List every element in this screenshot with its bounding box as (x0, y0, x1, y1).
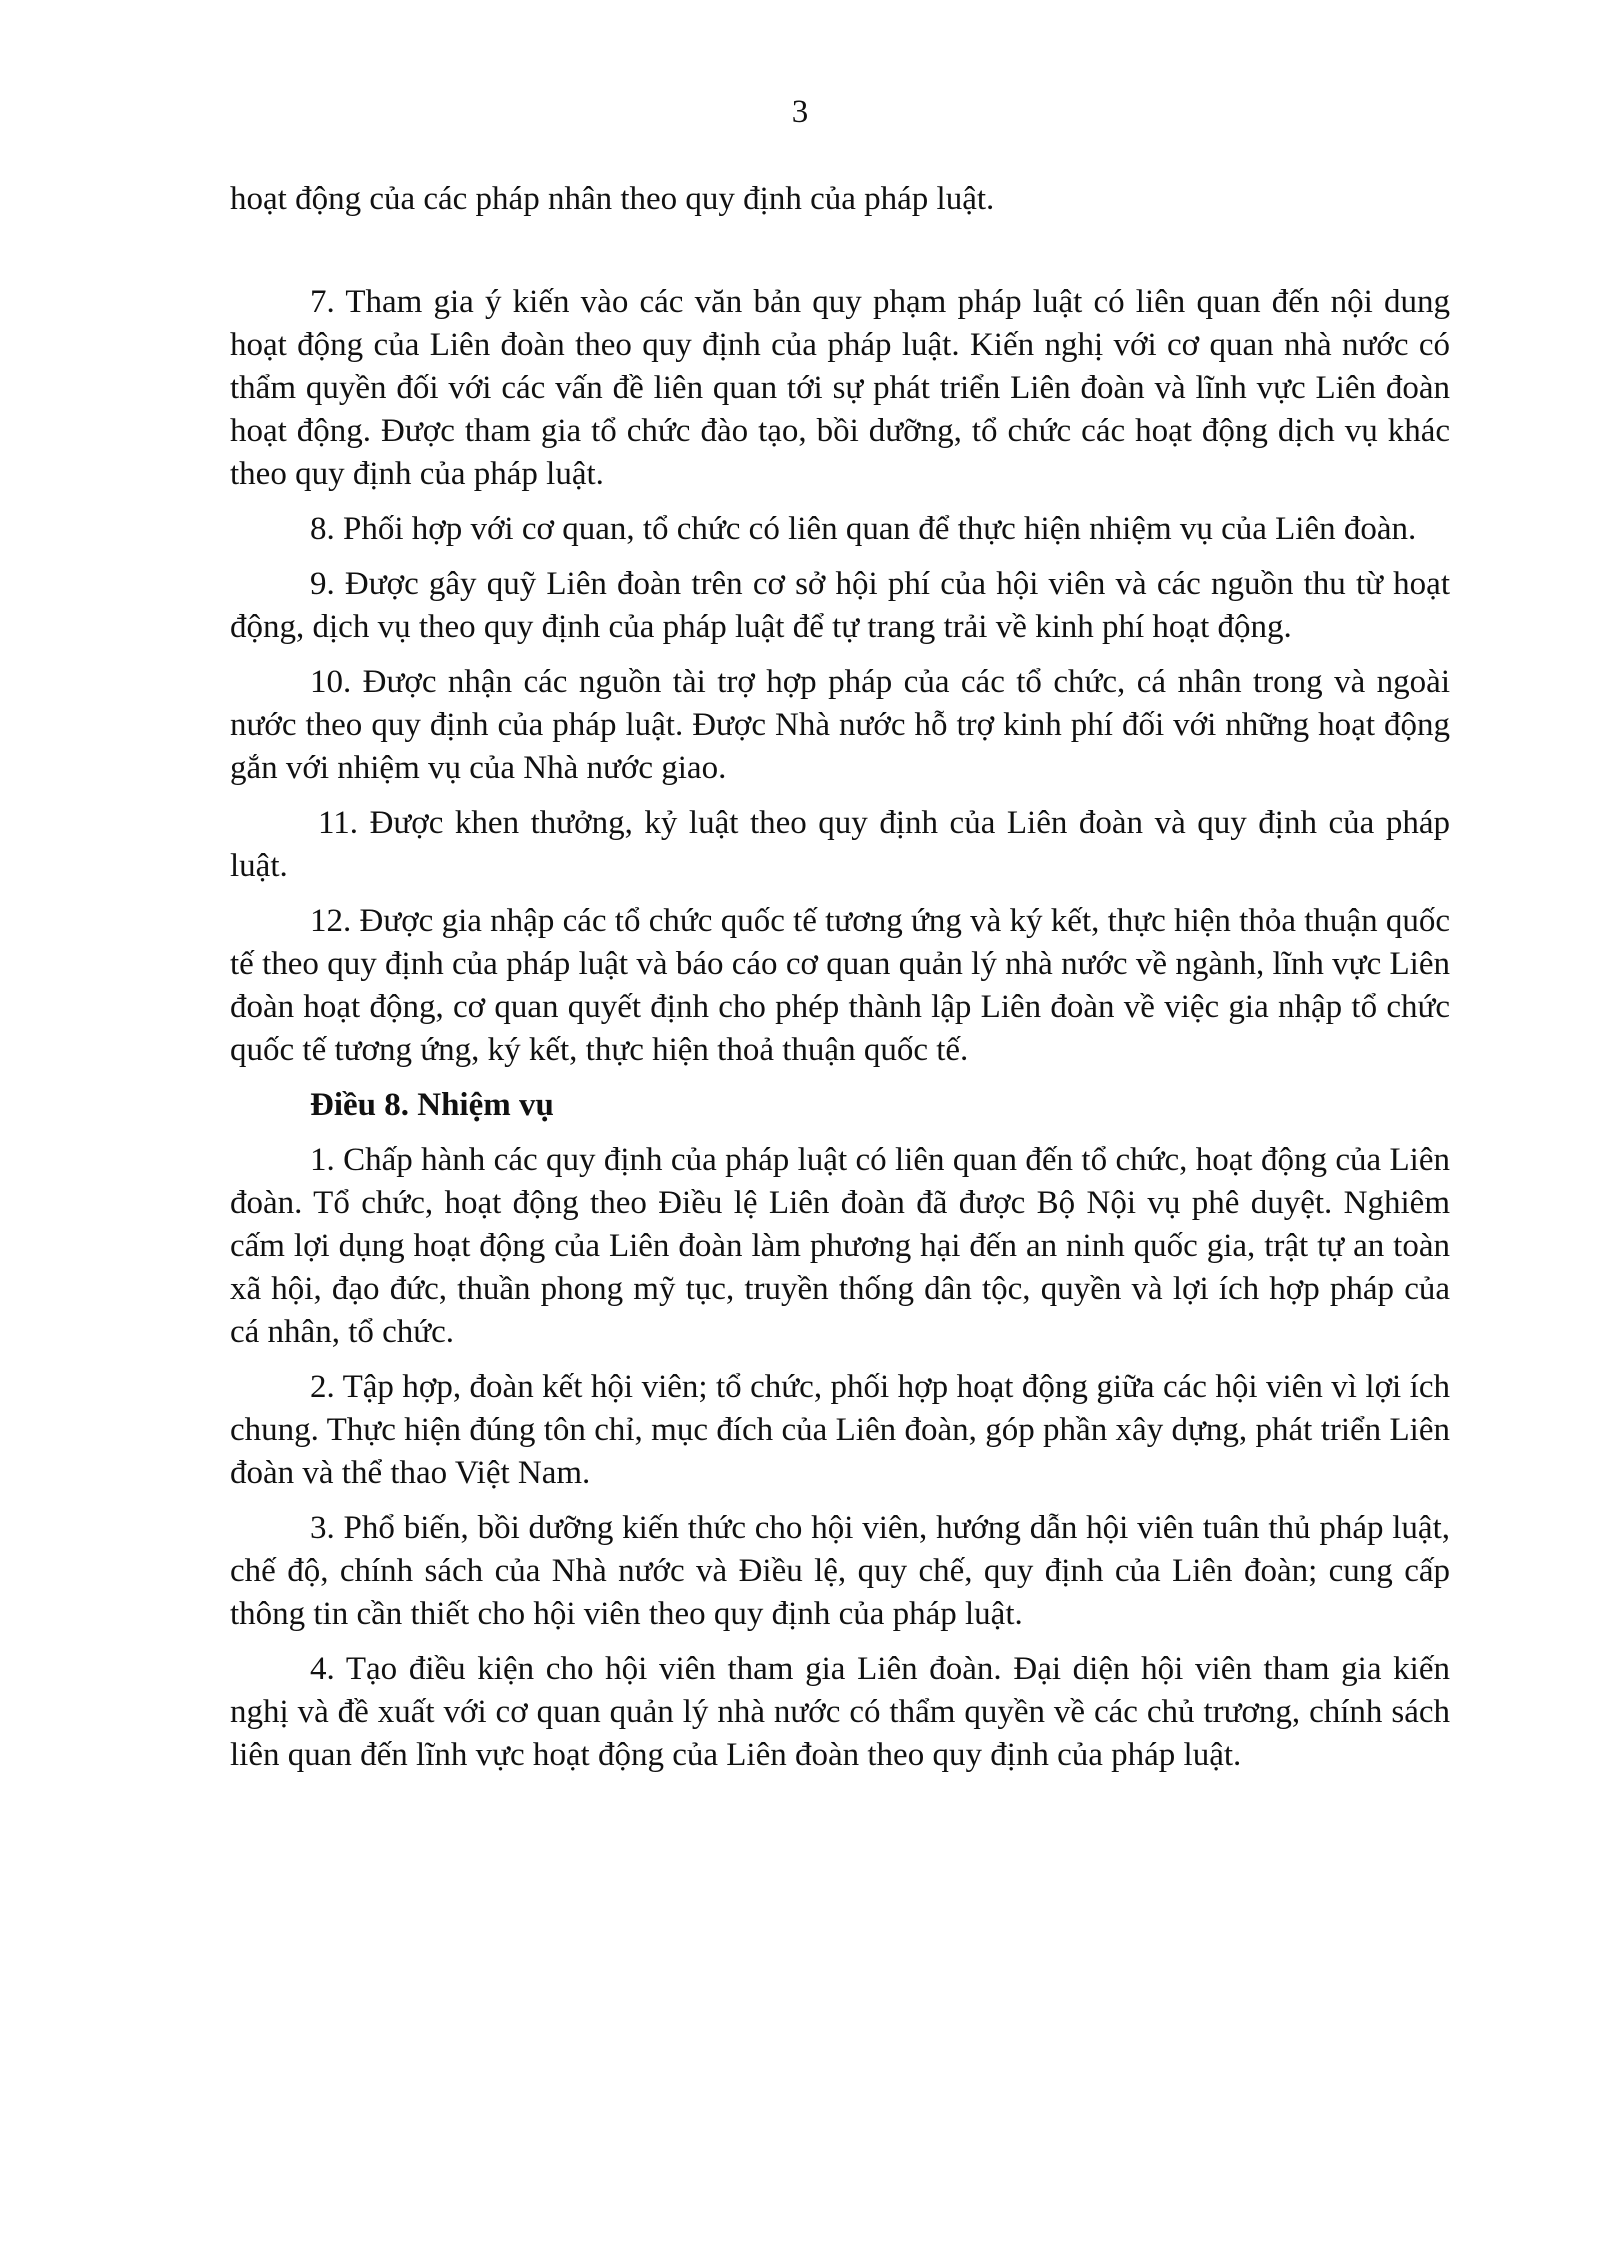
paragraph-duty-3: 3. Phổ biến, bồi dưỡng kiến thức cho hội viên, hướng dẫn hội viên tuân thủ pháp luật, chế độ, chính sách của Nhà nước và Điều lệ, quy chế, quy định của Liên đoàn; cung cấp thông tin cần thiết cho hội viên theo quy định của pháp luật. (230, 1510, 1450, 1632)
paragraph-right-12: 12. Được gia nhập các tổ chức quốc tế tương ứng và ký kết, thực hiện thỏa thuận quốc tế theo quy định của pháp luật và báo cáo cơ quan quản lý nhà nước về ngành, lĩnh vực Liên đoàn hoạt động, cơ quan quyết định cho phép thành lập Liên đoàn về việc gia nhập tổ chức quốc tế tương ứng, ký kết, thực hiện thoả thuận quốc tế. (230, 903, 1450, 1068)
page-number: 3 (791, 94, 809, 130)
paragraph-right-7: 7. Tham gia ý kiến vào các văn bản quy phạm pháp luật có liên quan đến nội dung hoạt động của Liên đoàn theo quy định của pháp luật. Kiến nghị với cơ quan nhà nước có thẩm quyền đối với các vấn đề liên quan tới sự phát triển Liên đoàn và lĩnh vực Liên đoàn hoạt động. Được tham gia tổ chức đào tạo, bồi dưỡng, tổ chức các hoạt động dịch vụ khác theo quy định của pháp luật. (230, 284, 1450, 492)
paragraph-right-9: 9. Được gây quỹ Liên đoàn trên cơ sở hội phí của hội viên và các nguồn thu từ hoạt động, dịch vụ theo quy định của pháp luật để tự trang trải về kinh phí hoạt động. (230, 566, 1450, 645)
paragraph-continuation: hoạt động của các pháp nhân theo quy định của pháp luật. (230, 181, 995, 217)
paragraph-right-10: 10. Được nhận các nguồn tài trợ hợp pháp của các tổ chức, cá nhân trong và ngoài nước theo quy định của pháp luật. Được Nhà nước hỗ trợ kinh phí đối với những hoạt động gắn với nhiệm vụ của Nhà nước giao. (230, 664, 1450, 786)
section-heading-article-8: Điều 8. Nhiệm vụ (310, 1087, 554, 1123)
paragraph-duty-2: 2. Tập hợp, đoàn kết hội viên; tổ chức, phối hợp hoạt động giữa các hội viên vì lợi ích chung. Thực hiện đúng tôn chỉ, mục đích của Liên đoàn, góp phần xây dựng, phát triển Liên đoàn và thể thao Việt Nam. (230, 1369, 1450, 1491)
paragraph-right-11: 11. Được khen thưởng, kỷ luật theo quy định của Liên đoàn và quy định của pháp luật. (230, 805, 1450, 884)
paragraph-right-8: 8. Phối hợp với cơ quan, tổ chức có liên quan để thực hiện nhiệm vụ của Liên đoàn. (310, 511, 1417, 547)
document-body (230, 178, 1450, 1789)
paragraph-duty-1: 1. Chấp hành các quy định của pháp luật có liên quan đến tổ chức, hoạt động của Liên đoàn. Tổ chức, hoạt động theo Điều lệ Liên đoàn đã được Bộ Nội vụ phê duyệt. Nghiêm cấm lợi dụng hoạt động của Liên đoàn làm phương hại đến an ninh quốc gia, trật tự an toàn xã hội, đạo đức, thuần phong mỹ tục, truyền thống dân tộc, quyền và lợi ích hợp pháp của cá nhân, tổ chức. (230, 1142, 1450, 1350)
paragraph-duty-4: 4. Tạo điều kiện cho hội viên tham gia Liên đoàn. Đại diện hội viên tham gia kiến nghị và đề xuất với cơ quan quản lý nhà nước có thẩm quyền về các chủ trương, chính sách liên quan đến lĩnh vực hoạt động của Liên đoàn theo quy định của pháp luật. (230, 1651, 1450, 1773)
